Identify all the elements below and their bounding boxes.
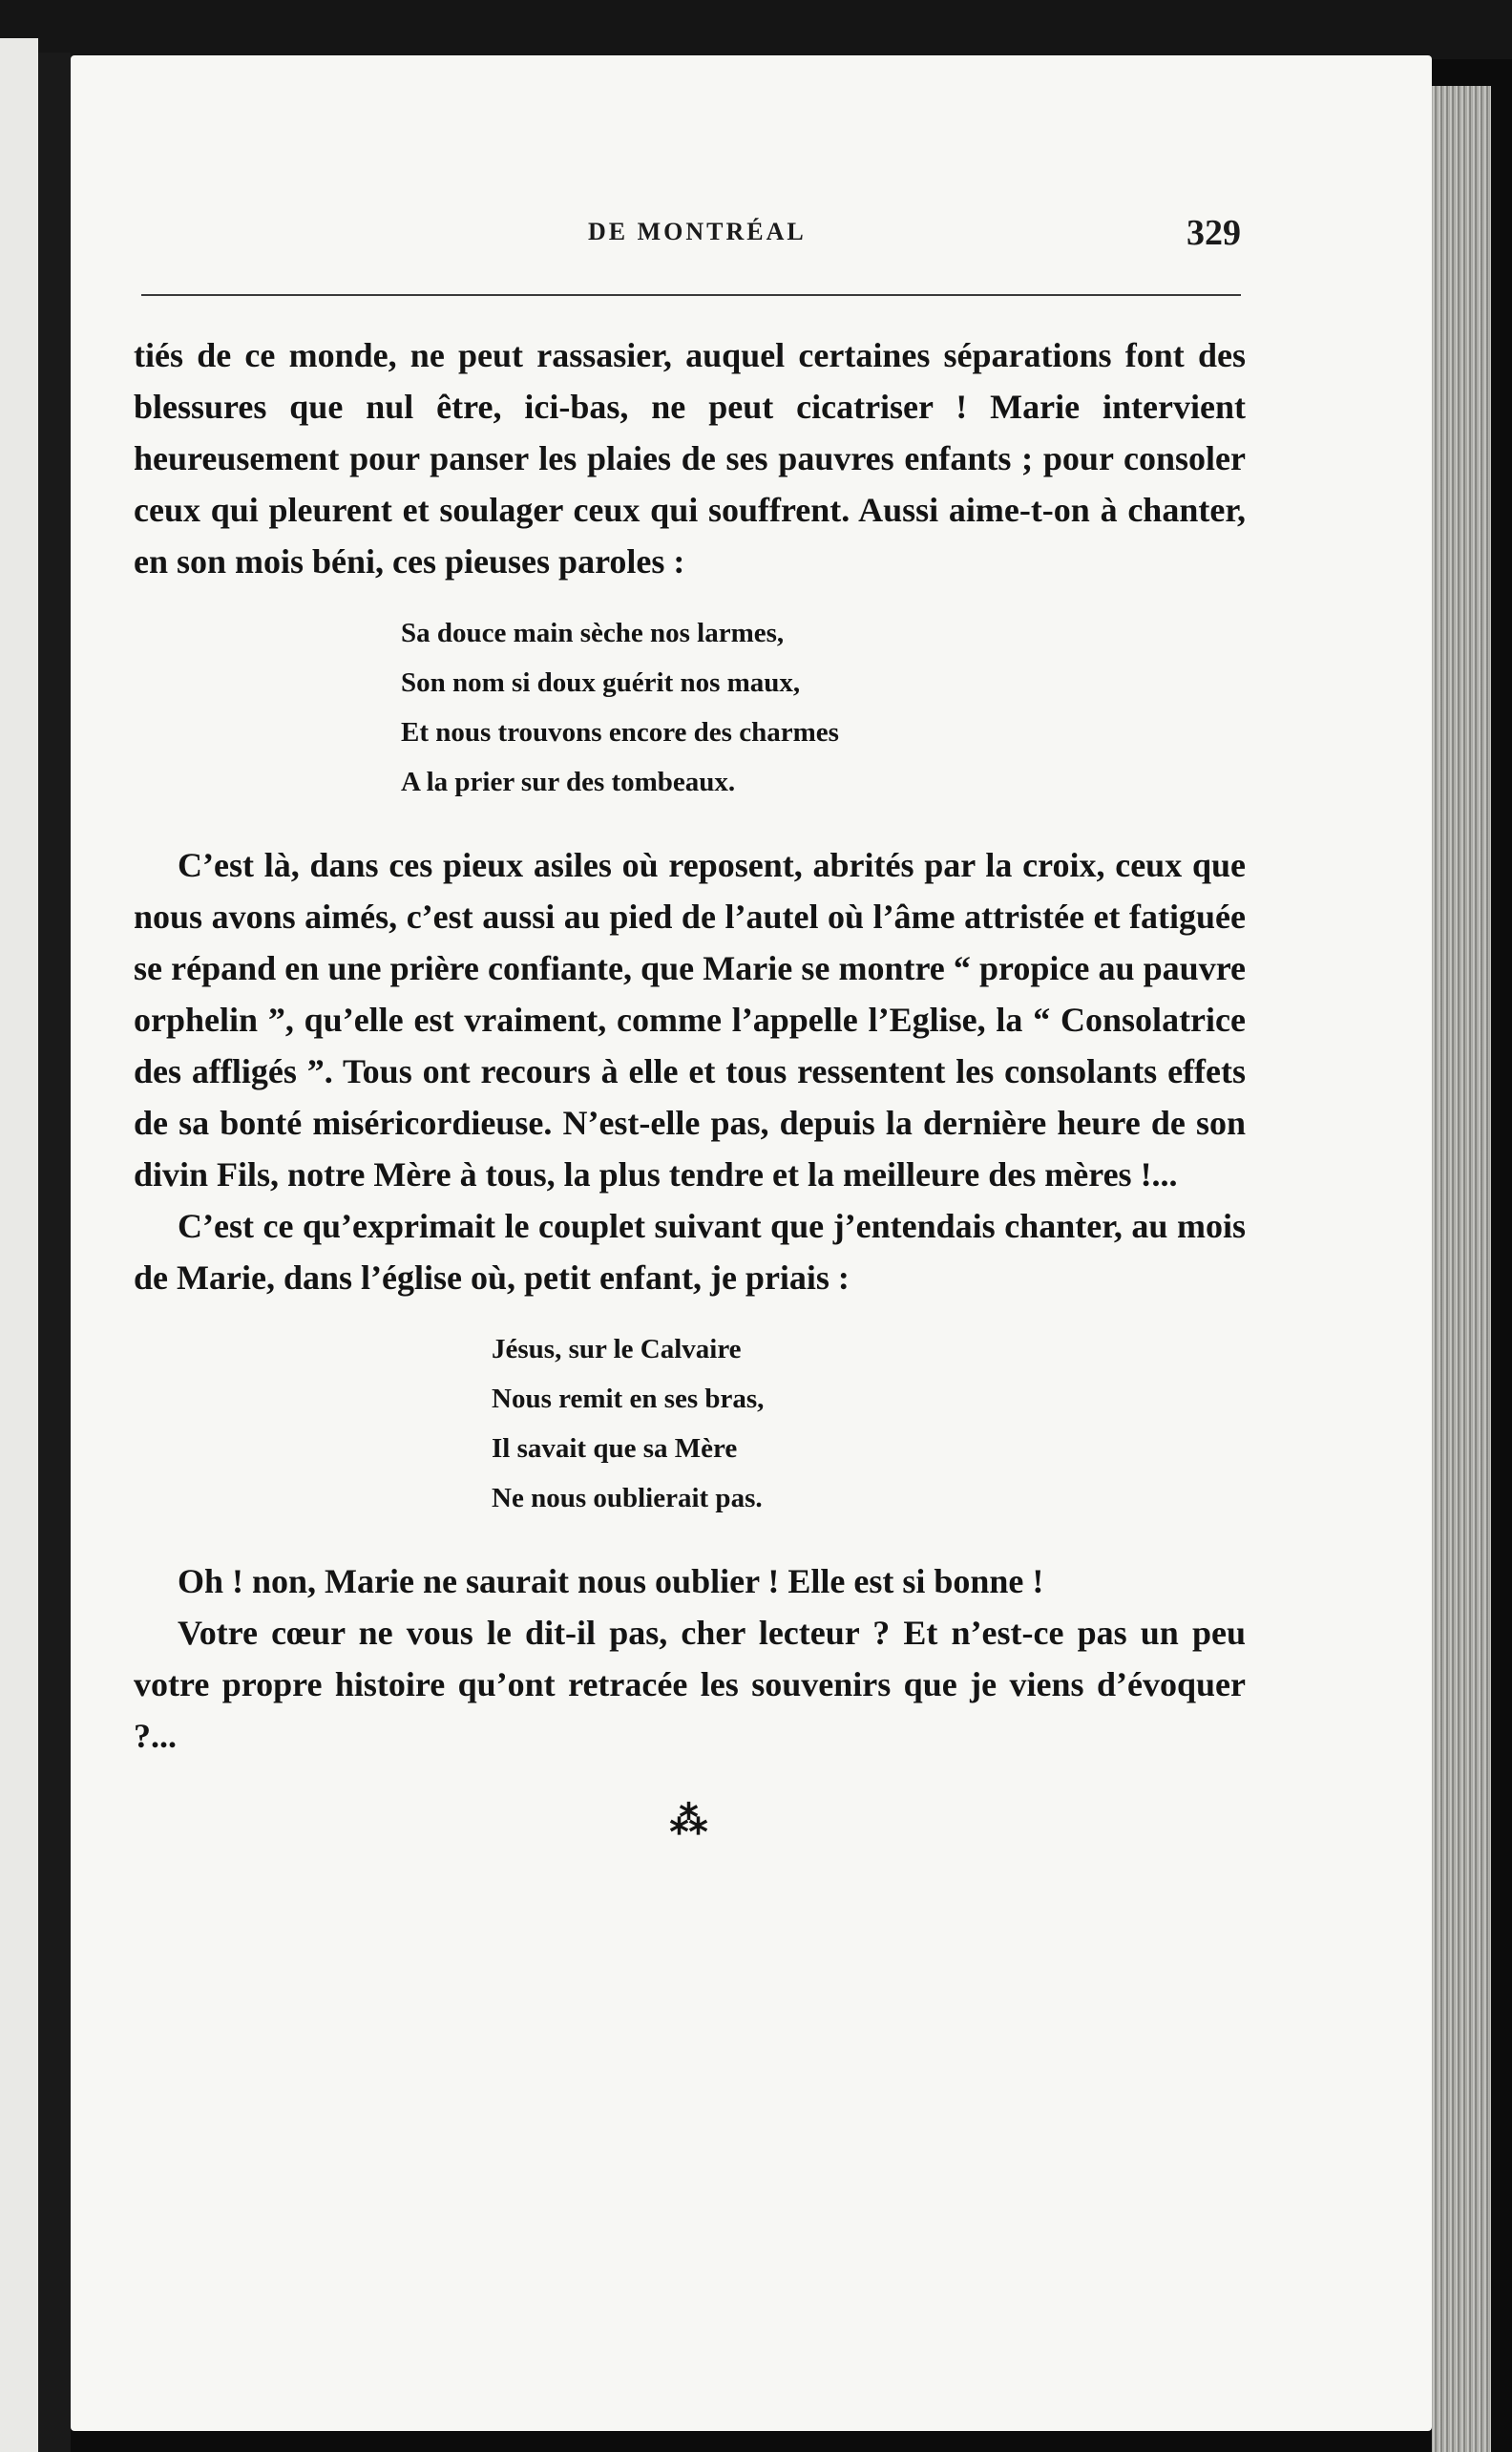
- scan-top-border: [0, 0, 1512, 59]
- verse-stanza-2: [134, 1324, 1246, 1523]
- asterism-divider: ⁂: [669, 1799, 710, 1842]
- verse-line: Et nous trouvons encore des charmes: [401, 717, 839, 748]
- page-block-edge: [1432, 86, 1491, 2452]
- paragraph-1: tiés de ce monde, ne peut rassasier, auquel certaines séparations font des blessures que nul être, ici-bas, ne peut cicatriser ! Marie intervient heureusement pour panser les plaies de ses pauvres enfants ; pour consoler ceux qui pleurent et soulager ceux qui souffrent. Aussi aime-t-on à chanter, en son mois béni, ces pieuses paroles :: [134, 336, 1246, 581]
- verse-line: Nous remit en ses bras,: [492, 1384, 765, 1414]
- verse-line: Sa douce main sèche nos larmes,: [401, 618, 785, 648]
- verse-line: Jésus, sur le Calvaire: [492, 1334, 742, 1364]
- header-rule: [141, 294, 1241, 296]
- verse-line: Son nom si doux guérit nos maux,: [401, 667, 801, 698]
- running-head: DE MONTRÉAL: [588, 218, 807, 245]
- paragraph-5: Votre cœur ne vous le dit-il pas, cher lecteur ? Et n’est-ce pas un peu votre propre histoire qu’ont retracée les souvenirs que je viens d’évoquer ?...: [134, 1614, 1246, 1755]
- paragraph-4: Oh ! non, Marie ne saurait nous oublier ! Elle est si bonne !: [178, 1562, 1044, 1600]
- facing-page-edge: [0, 38, 38, 2452]
- verse-line: A la prier sur des tombeaux.: [401, 767, 736, 797]
- page-number: 329: [1186, 213, 1241, 253]
- page-header: [143, 212, 1241, 269]
- paragraph-3: C’est ce qu’exprimait le couplet suivant que j’entendais chanter, au mois de Marie, dans l’église où, petit enfant, je priais :: [134, 1207, 1246, 1297]
- book-gutter: [38, 53, 71, 2452]
- page-body: [134, 329, 1246, 1840]
- verse-line: Il savait que sa Mère: [492, 1433, 738, 1464]
- verse-stanza-1: [134, 608, 1246, 807]
- paragraph-2: C’est là, dans ces pieux asiles où reposent, abrités par la croix, ceux que nous avons aimés, c’est aussi au pied de l’autel où l’âme attristée et fatiguée se répand en une prière confiante, que Marie se montre “ propice au pauvre orphelin ”, qu’elle est vraiment, comme l’appelle l’Eglise, la “ Consolatrice des affligés ”. Tous ont recours à elle et tous ressentent les consolants effets de sa bonté miséricordieuse. N’est-elle pas, depuis la dernière heure de son divin Fils, notre Mère à tous, la plus tendre et la meilleure des mères !...: [134, 846, 1246, 1194]
- verse-line: Ne nous oublierait pas.: [492, 1483, 763, 1513]
